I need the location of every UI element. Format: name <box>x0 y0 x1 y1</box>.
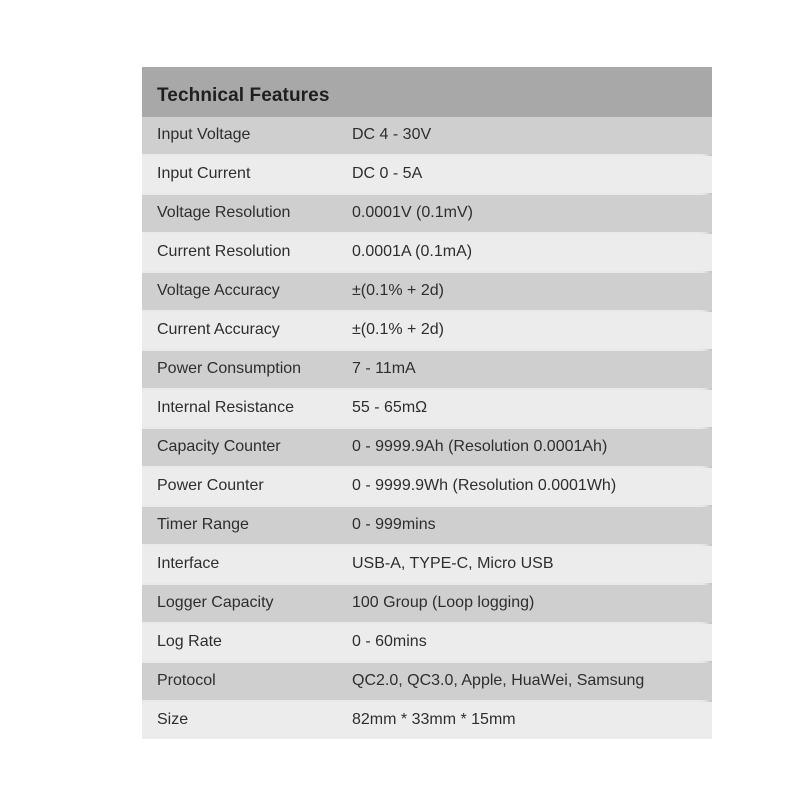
table-row <box>142 468 712 505</box>
row-value: 0.0001V (0.1mV) <box>352 204 473 221</box>
technical-features-table <box>142 67 712 737</box>
row-value: 0 - 9999.9Ah (Resolution 0.0001Ah) <box>352 438 608 455</box>
table-row <box>142 390 712 427</box>
table-row <box>142 273 712 310</box>
row-value: ±(0.1% + 2d) <box>352 321 444 338</box>
table-row <box>142 507 712 544</box>
table-row <box>142 702 712 739</box>
row-value: 7 - 11mA <box>352 360 416 377</box>
table-title: Technical Features <box>157 85 330 106</box>
row-label: Protocol <box>157 672 216 689</box>
row-label: Input Current <box>157 165 251 182</box>
table-row <box>142 546 712 583</box>
table-row <box>142 234 712 271</box>
row-label: Capacity Counter <box>157 438 281 455</box>
row-label: Voltage Accuracy <box>157 282 280 299</box>
row-label: Logger Capacity <box>157 594 274 611</box>
table-row <box>142 312 712 349</box>
row-label: Current Accuracy <box>157 321 280 338</box>
table-row <box>142 429 712 466</box>
table-row <box>142 156 712 193</box>
row-value: 0 - 9999.9Wh (Resolution 0.0001Wh) <box>352 477 617 494</box>
table-row <box>142 624 712 661</box>
row-value: 0 - 999mins <box>352 516 436 533</box>
row-label: Current Resolution <box>157 243 291 260</box>
row-label: Interface <box>157 555 220 572</box>
row-value: 55 - 65mΩ <box>352 399 428 416</box>
row-value: 82mm * 33mm * 15mm <box>352 711 516 728</box>
table-row <box>142 351 712 388</box>
table-row <box>142 663 712 700</box>
row-label: Size <box>157 711 189 728</box>
table-row <box>142 585 712 622</box>
row-value: 100 Group (Loop logging) <box>352 594 535 611</box>
row-label: Timer Range <box>157 516 249 533</box>
table-header <box>142 67 712 117</box>
row-label: Input Voltage <box>157 126 251 143</box>
row-label: Internal Resistance <box>157 399 294 416</box>
row-value: QC2.0, QC3.0, Apple, HuaWei, Samsung <box>352 672 645 689</box>
row-value: DC 4 - 30V <box>352 126 432 143</box>
row-label: Power Consumption <box>157 360 302 377</box>
row-label: Voltage Resolution <box>157 204 291 221</box>
row-value: ±(0.1% + 2d) <box>352 282 444 299</box>
row-value: 0 - 60mins <box>352 633 427 650</box>
table-row <box>142 117 712 154</box>
row-value: USB-A, TYPE-C, Micro USB <box>352 555 554 572</box>
row-value: DC 0 - 5A <box>352 165 423 182</box>
row-label: Power Counter <box>157 477 264 494</box>
row-value: 0.0001A (0.1mA) <box>352 243 473 260</box>
table-row <box>142 195 712 232</box>
row-label: Log Rate <box>157 633 222 650</box>
